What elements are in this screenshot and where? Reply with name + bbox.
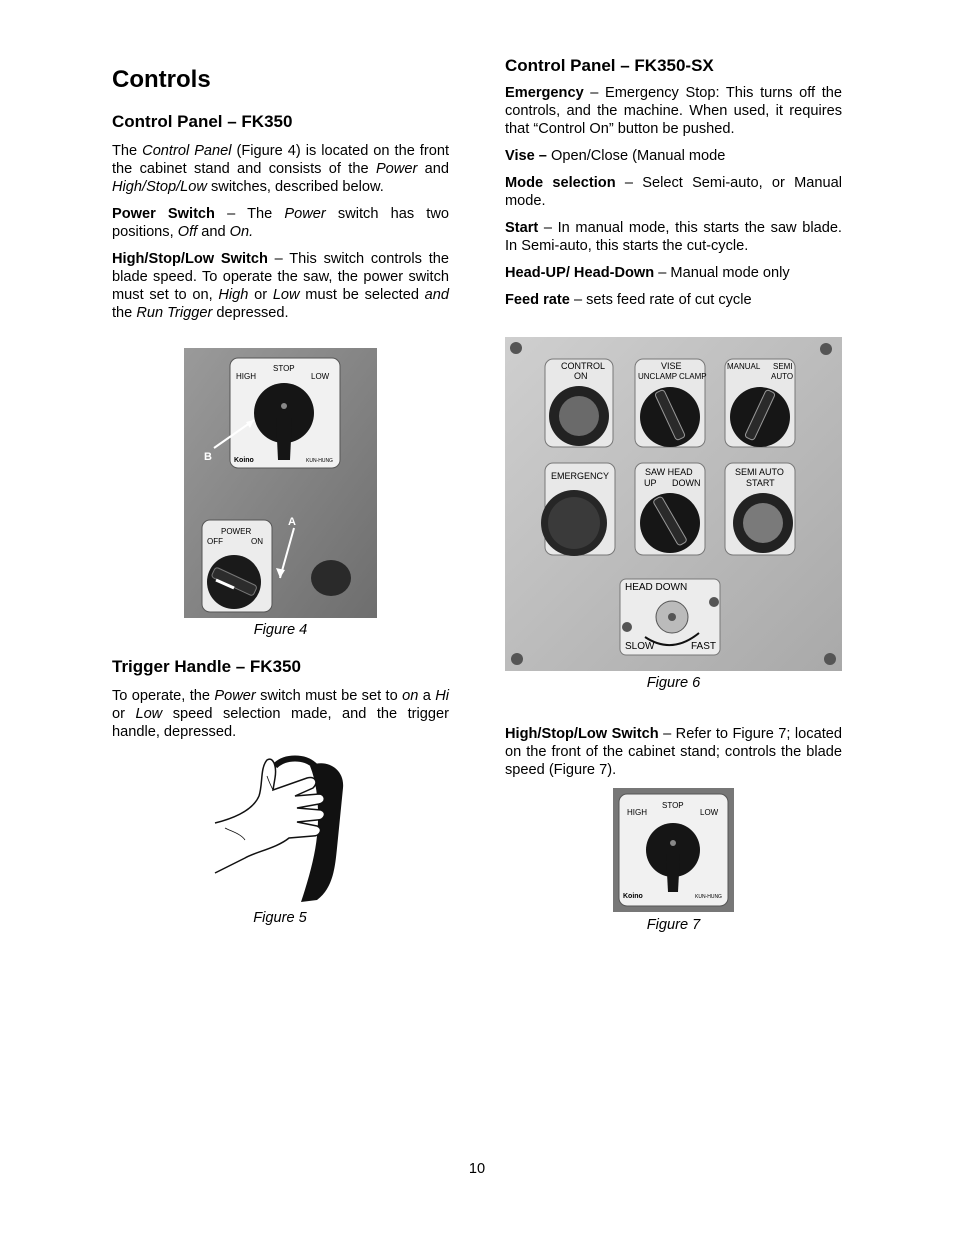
label-fast: FAST	[691, 641, 717, 652]
fig7-label-stop: STOP	[662, 801, 684, 810]
fig7-brand-koino: Koino	[623, 893, 643, 900]
label-up: UP	[644, 478, 657, 488]
paragraph-emergency: Emergency – Emergency Stop: This turns off the controls, and the machine. When used, it requires that “Control On” button be pushed.	[505, 85, 842, 137]
label-down: DOWN	[672, 478, 701, 488]
label-clamp: CLAMP	[679, 372, 707, 381]
label-off: OFF	[207, 537, 223, 546]
fk350-sx-description	[505, 84, 842, 309]
label-semi-auto: SEMI AUTO	[735, 467, 784, 477]
label-emergency: EMERGENCY	[551, 471, 610, 481]
label-a: A	[288, 516, 296, 528]
label-vise: VISE	[661, 361, 682, 371]
paragraph-head-up-down: Head-UP/ Head-Down – Manual mode only	[505, 265, 790, 281]
label-slow: SLOW	[625, 641, 655, 652]
brand-koino: Koino	[234, 457, 254, 464]
figure-6-photo	[505, 337, 842, 671]
label-head-down: HEAD DOWN	[625, 582, 688, 593]
hand-outline	[215, 759, 324, 873]
label-semi: SEMI	[773, 362, 793, 371]
label-control: CONTROL	[561, 361, 606, 371]
trigger-handle-description	[112, 687, 449, 741]
page-number: 10	[468, 1161, 486, 1177]
label-b: B	[204, 451, 212, 463]
paragraph-feed-rate: Feed rate – sets feed rate of cut cycle	[505, 292, 752, 308]
section-heading-control-panel-fk350-sx: Control Panel – FK350-SX	[505, 56, 714, 75]
paragraph-mode-selection: Mode selection – Select Semi-auto, or Manual mode.	[505, 175, 842, 209]
section-heading-trigger-handle: Trigger Handle – FK350	[112, 657, 301, 676]
paragraph-vise: Vise – Open/Close (Manual mode	[505, 148, 726, 164]
label-stop: STOP	[273, 364, 295, 373]
figure-4-caption: Figure 4	[253, 622, 308, 638]
control-panel-description	[112, 142, 449, 322]
paragraph-power-switch: Power Switch – The Power switch has two positions, Off and On.	[112, 206, 449, 240]
section-heading-control-panel-fk350: Control Panel – FK350	[112, 112, 293, 131]
paragraph-start: Start – In manual mode, this starts the saw blade. In Semi-auto, this starts the cut-cycle.	[505, 220, 842, 254]
paragraph-control-panel: The Control Panel (Figure 4) is located on the front the cabinet stand and consists of the Power and High/Stop/Low switches, described below.	[112, 143, 450, 195]
label-control-on: ON	[574, 371, 588, 381]
fig7-brand-model: KUN-HUNG	[695, 894, 722, 900]
paragraph-high-stop-low: High/Stop/Low Switch – This switch controls the blade speed. To operate the saw, the power switch must set to on, High or Low must be selected and the Run Trigger depressed.	[112, 251, 449, 321]
figure-6-caption: Figure 6	[646, 675, 701, 691]
label-power: POWER	[221, 527, 252, 536]
fig7-label-high: HIGH	[627, 808, 647, 817]
high-stop-low-fk350-sx	[505, 725, 842, 779]
brand-model: KUN-HUNG	[306, 458, 333, 464]
label-start: START	[746, 478, 775, 488]
figure-5-caption: Figure 5	[253, 910, 307, 926]
label-on: ON	[251, 537, 263, 546]
figure-7-photo	[613, 788, 734, 912]
figure-7-caption: Figure 7	[646, 917, 701, 933]
paragraph-trigger-handle: To operate, the Power switch must be set to on a Hi or Low speed selection made, and the trigger handle, depressed.	[112, 688, 449, 740]
label-saw-head: SAW HEAD	[645, 467, 693, 477]
figure-5-illustration	[205, 748, 355, 908]
label-manual: MANUAL	[727, 362, 761, 371]
indicator-lamp	[311, 560, 351, 596]
label-low: LOW	[311, 372, 330, 381]
label-unclamp: UNCLAMP	[638, 372, 678, 381]
fig7-label-low: LOW	[700, 808, 719, 817]
paragraph-high-stop-low-sx: High/Stop/Low Switch – Refer to Figure 7; located on the front of the cabinet stand; controls the blade speed (Figure 7).	[505, 726, 842, 778]
label-high: HIGH	[236, 372, 256, 381]
figure-4-photo	[184, 348, 377, 618]
page-title: Controls	[112, 66, 211, 93]
label-auto: AUTO	[771, 372, 794, 381]
